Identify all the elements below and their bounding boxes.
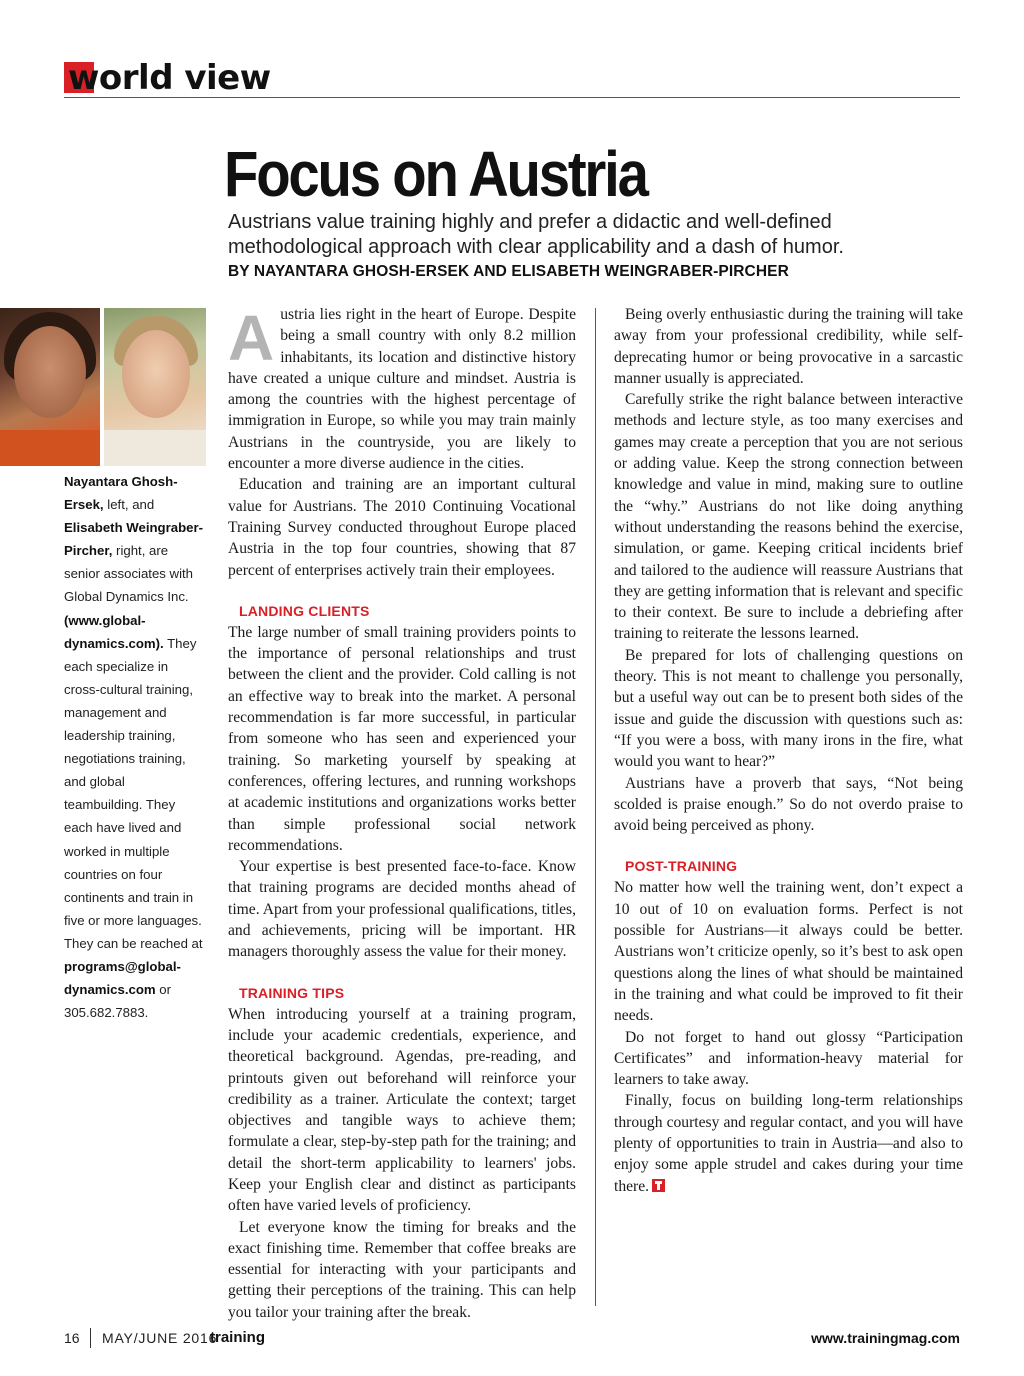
paragraph: Let everyone know the timing for breaks and the exact finishing time. Remember that coffee breaks are essential for interacting with your participants and getting their perceptions of the training. This can help you tailor your training after the break. bbox=[228, 1218, 576, 1321]
paragraph: Being overly enthusiastic during the training will take away from your professional credibility, while self-deprecating humor or being provocative in a sarcastic manner usually is appreciated. bbox=[614, 306, 963, 387]
paragraph: No matter how well the training went, don’t expect a 10 out of 10 on evaluation forms. Perfect is not possible for Austrians—it always could be better. Austrians won’t criticize openly, so it’s best to ask open questions along the lines of what should be maintained in the training and what could be improved to fit their needs. bbox=[614, 879, 963, 1025]
page-number: 16 bbox=[64, 1330, 80, 1346]
headline: Focus on Austria bbox=[224, 138, 647, 210]
footer-divider bbox=[90, 1328, 91, 1348]
subhead-post-training: POST-TRAINING bbox=[625, 858, 738, 875]
bio-website-link[interactable]: (www.global-dynamics.com). bbox=[64, 612, 164, 651]
training-logo-icon bbox=[652, 1179, 665, 1192]
paragraph: Austria lies right in the heart of Europe. Despite being a small country with only 8.2 million inhabitants, its location and distinctive history have created a unique culture and mindset. Austria is among the countries with the highest percentage of immigration in Europe, so while you may train mainly Austrians in the countryside, you are likely to encounter a more diverse audience in the cities. bbox=[228, 302, 576, 473]
paragraph: Education and training are an important cultural value for Austrians. The 2010 Continuing Vocational Training Survey conducted throughout Europe placed Austria in the top four countries, showing that 87 percent of enterprises actively train their employees. bbox=[228, 476, 576, 579]
paragraph: Finally, focus on building long-term relationships through courtesy and regular contact, and you will have plenty of opportunities to train in Austria—and also to enjoy some apple strudel and cakes during your time there. bbox=[614, 1092, 963, 1195]
byline: BY NAYANTARA GHOSH-ERSEK AND ELISABETH WEINGRABER-PIRCHER bbox=[228, 263, 789, 280]
paragraph: Austrians have a proverb that says, “Not being scolded is praise enough.” So do not overdo praise to avoid being perceived as phony. bbox=[614, 774, 963, 835]
paragraph: Your expertise is best presented face-to-face. Know that training programs are decided months ahead of time. Apart from your professional qualifications, titles, and achievements, pricing will be important. HR managers thoroughly assess the value for their money. bbox=[228, 858, 576, 961]
subhead-training-tips: TRAINING TIPS bbox=[239, 984, 345, 1001]
subhead-landing-clients: LANDING CLIENTS bbox=[239, 602, 370, 619]
website-link[interactable]: www.trainingmag.com bbox=[811, 1330, 960, 1346]
column-divider bbox=[595, 308, 596, 1306]
bio-email-link[interactable]: programs@global-dynamics.com bbox=[64, 958, 181, 998]
author-photo-left bbox=[0, 308, 100, 466]
article-column-1 bbox=[228, 304, 576, 1323]
author-photo-right bbox=[104, 308, 206, 466]
paragraph: The large number of small training providers points to the importance of personal relationships and trust between the client and the provider. Cold calling is not an effective way to break into the market. A personal recommendation is far more successful, in particular from someone who has seen and experienced your training. So marketing yourself by speaking at conferences, offering lectures, and running workshops at academic institutions and organizations works better than simple professional social network recommendations. bbox=[228, 623, 576, 854]
paragraph: Carefully strike the right balance between interactive methods and lecture style, as too many exercises and games may create a perception that you are not serious or adding value. Keep the strong connection between knowledge and value in mind, making sure to outline the “why.” Austrians do not like doing anything without understanding the reasons behind the exercise, simulation, or game. Keeping critical incidents brief and tailored to the audience will reassure Austrians that they are getting information that is relevant and specific to their context. Be sure to include a debriefing after training to reiterate the lessons learned. bbox=[614, 391, 964, 643]
article-column-2 bbox=[614, 304, 963, 1197]
issue-date: MAY/JUNE 2016 bbox=[102, 1330, 218, 1346]
magazine-name: training bbox=[210, 1329, 265, 1346]
paragraph: When introducing yourself at a training program, include your academic credentials, experience, and theoretical background. Agendas, pre-reading, and printouts given out beforehand will reinforce your credibility as a trainer. Articulate the context; target objectives and tangible ways to achieve them; formulate a clear, step-by-step path for the training; and detail the short-term applicability to learners' jobs. Keep your English clear and distinct as participants often have varied levels of proficiency. bbox=[228, 1005, 576, 1215]
deck: Austrians value training highly and prefer a didactic and well-defined methodological approach with clear applicability and a dash of humor. bbox=[228, 211, 844, 258]
author-bio: Nayantara Ghosh-Ersek, left, and Elisabeth Weingraber-Pircher, right, are senior associates with Global Dynamics Inc. (www.global-dynamics.com). They each specialize in cross-cultural training, management and leadership training, negotiations training, and global teambuilding. They each have lived and worked in multiple countries on four continents and train in five or more languages. They can be reached at programs@global-dynamics.com or 305.682.7883. bbox=[64, 474, 203, 1021]
drop-cap: A bbox=[228, 302, 275, 374]
section-title: world view bbox=[68, 58, 271, 98]
bio-name-1: Nayantara Ghosh-Ersek, bbox=[64, 474, 178, 513]
bio-name-2: Elisabeth Weingraber-Pircher, bbox=[64, 520, 203, 559]
paragraph: Be prepared for lots of challenging questions on theory. This is not meant to challenge you personally, but a useful way out can be to present both sides of the issue and guide the discussion with questions such as: “If you were a boss, with many irons in the fire, what would you want to hear?” bbox=[614, 646, 963, 771]
paragraph: Do not forget to hand out glossy “Participation Certificates” and information-heavy material for learners to take away. bbox=[614, 1028, 963, 1089]
section-header bbox=[64, 58, 960, 98]
page-footer bbox=[64, 1328, 960, 1350]
